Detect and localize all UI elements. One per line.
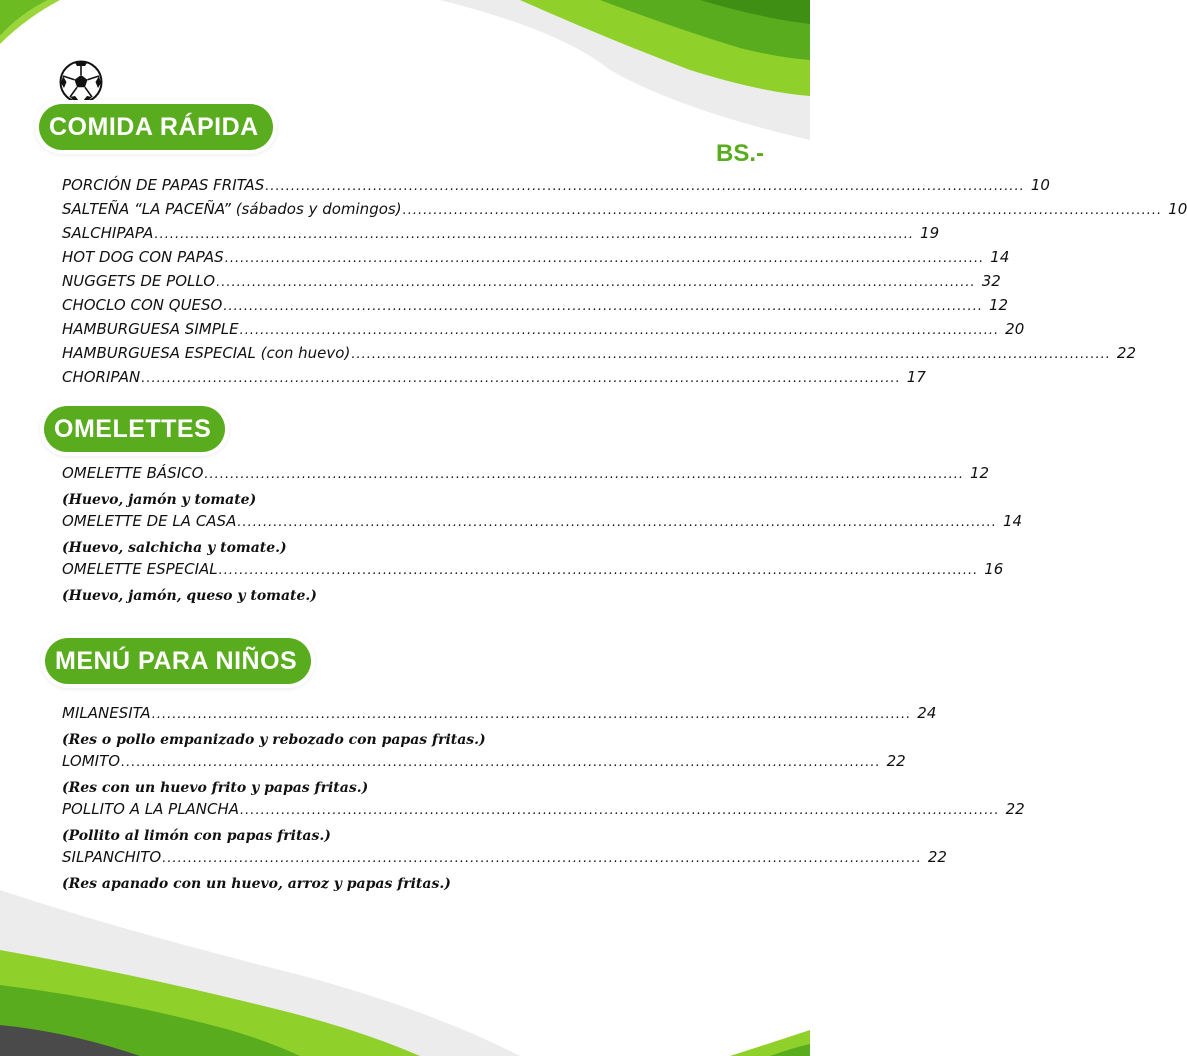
leader-dots: .................................................................................................................................................... xyxy=(216,275,976,290)
leader-dots: .................................................................................................................................................... xyxy=(265,179,1025,194)
item-price: 16 xyxy=(984,560,1004,578)
leader-dots: .................................................................................................................................................... xyxy=(204,467,965,482)
item-description: (Huevo, jamón, queso y tomate.) xyxy=(62,588,317,604)
item-name: OMELETTE BÁSICO xyxy=(62,464,204,482)
currency-label: BS.- xyxy=(716,140,764,167)
item-price: 14 xyxy=(1002,512,1023,530)
soccer-ball-icon xyxy=(59,60,103,104)
item-description: (Res o pollo empanizado y rebozado con papas fritas.) xyxy=(62,732,486,748)
item-name: CHORIPAN xyxy=(62,368,141,386)
menu-item xyxy=(62,368,926,392)
menu-list-menu-para-ninos xyxy=(62,704,1025,896)
section-title-menu-para-ninos: MENÚ PARA NIÑOS xyxy=(45,638,311,684)
menu-item xyxy=(62,704,937,728)
leader-dots: .................................................................................................................................................... xyxy=(402,203,1163,218)
item-price: 10 xyxy=(1030,176,1050,194)
menu-item xyxy=(62,320,1025,344)
item-price: 17 xyxy=(906,368,926,386)
menu-item xyxy=(62,344,1136,368)
menu-item xyxy=(62,224,940,248)
leader-dots: .................................................................................................................................................... xyxy=(223,299,983,314)
item-name: HAMBURGUESA SIMPLE xyxy=(62,320,239,338)
item-name: HAMBURGUESA ESPECIAL (con huevo) xyxy=(62,344,351,362)
item-name: CHOCLO CON QUESO xyxy=(62,296,223,314)
item-name: POLLITO A LA PLANCHA xyxy=(62,800,240,818)
menu-item xyxy=(62,512,1023,536)
menu-item xyxy=(62,176,1050,200)
menu-list-omelettes xyxy=(62,464,1023,608)
item-price: 19 xyxy=(920,224,940,242)
leader-dots: .................................................................................................................................................... xyxy=(224,251,985,266)
leader-dots: .................................................................................................................................................... xyxy=(239,323,1000,338)
leader-dots: .................................................................................................................................................... xyxy=(121,755,881,770)
menu-item xyxy=(62,752,906,776)
menu-item xyxy=(62,248,1010,272)
leader-dots: .................................................................................................................................................... xyxy=(162,851,922,866)
item-price: 22 xyxy=(927,848,947,866)
item-name: OMELETTE DE LA CASA xyxy=(62,512,237,530)
item-price: 32 xyxy=(981,272,1001,290)
item-price: 22 xyxy=(1116,344,1136,362)
item-price: 22 xyxy=(886,752,906,770)
menu-item xyxy=(62,560,1004,584)
leader-dots: .................................................................................................................................................... xyxy=(237,515,997,530)
leader-dots: .................................................................................................................................................... xyxy=(141,371,901,386)
item-price: 22 xyxy=(1005,800,1025,818)
item-name: OMELETTE ESPECIAL xyxy=(62,560,218,578)
item-name: NUGGETS DE POLLO xyxy=(62,272,216,290)
item-description: (Res apanado con un huevo, arroz y papas fritas.) xyxy=(62,876,451,892)
menu-item xyxy=(62,464,990,488)
menu-item xyxy=(62,272,1001,296)
leader-dots: .................................................................................................................................................... xyxy=(240,803,1000,818)
item-price: 12 xyxy=(970,464,990,482)
item-price: 10 xyxy=(1168,200,1187,218)
item-description: (Res con un huevo frito y papas fritas.) xyxy=(62,780,369,796)
leader-dots: .................................................................................................................................................... xyxy=(154,227,915,242)
menu-item xyxy=(62,848,947,872)
item-name: MILANESITA xyxy=(62,704,151,722)
menu-list-comida-rapida xyxy=(62,176,1187,392)
item-price: 20 xyxy=(1005,320,1025,338)
section-title-comida-rapida: COMIDA RÁPIDA xyxy=(39,104,273,150)
item-name: SILPANCHITO xyxy=(62,848,162,866)
item-description: (Huevo, salchicha y tomate.) xyxy=(62,540,287,556)
item-price: 12 xyxy=(988,296,1009,314)
menu-item xyxy=(62,296,1009,320)
menu-item xyxy=(62,200,1187,224)
item-description: (Pollito al limón con papas fritas.) xyxy=(62,828,331,844)
item-price: 24 xyxy=(917,704,937,722)
item-name: SALTEÑA “LA PACEÑA” (sábados y domingos) xyxy=(62,200,402,218)
leader-dots: .................................................................................................................................................... xyxy=(151,707,912,722)
leader-dots: .................................................................................................................................................... xyxy=(218,563,979,578)
item-description: (Huevo, jamón y tomate) xyxy=(62,492,257,508)
leader-dots: .................................................................................................................................................... xyxy=(351,347,1111,362)
menu-item xyxy=(62,800,1025,824)
item-name: HOT DOG CON PAPAS xyxy=(62,248,224,266)
item-name: LOMITO xyxy=(62,752,121,770)
item-price: 14 xyxy=(990,248,1010,266)
item-name: PORCIÓN DE PAPAS FRITAS xyxy=(62,176,265,194)
item-name: SALCHIPAPA xyxy=(62,224,154,242)
section-title-omelettes: OMELETTES xyxy=(44,406,225,452)
